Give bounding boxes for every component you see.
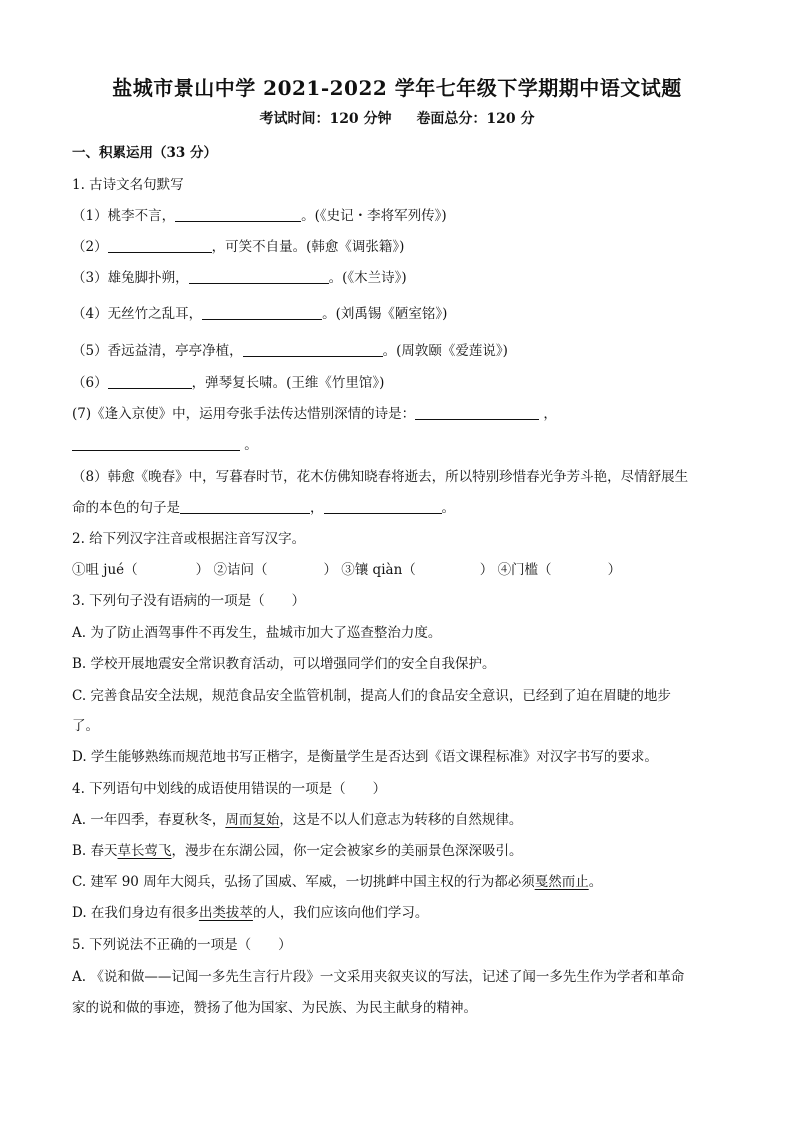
answer-blank[interactable]: [108, 374, 192, 389]
q1-item-5: （5）香远益清，亭亭净植， 。(周敦颐《爱莲说》): [72, 343, 508, 359]
q3-option-c: C. 完善食品安全法规，规范食品安全监管机制，提高人们的食品安全意识，已经到了迫在眉睫的地步: [72, 688, 671, 704]
q3-stem: 3. 下列句子没有语病的一项是（ ）: [72, 593, 306, 609]
q4-option-c: C. 建军 90 周年大阅兵，弘扬了国威、军威，一切挑衅中国主权的行为都必须戛然而止。: [72, 874, 603, 890]
q3-option-c-cont: 了。: [72, 718, 99, 734]
q3-option-a: A. 为了防止酒驾事件不再发生，盐城市加大了巡查整治力度。: [72, 625, 442, 641]
q5-option-a: A. 《说和做——记闻一多先生言行片段》一文采用夹叙夹议的写法，记述了闻一多先生作为学者和革命: [72, 969, 685, 985]
q3-option-b: B. 学校开展地震安全常识教育活动，可以增强同学们的安全自我保护。: [72, 656, 496, 672]
q1-item-7: (7)《逢入京使》中，运用夸张手法传达惜别深情的诗是： ，: [72, 406, 557, 422]
q1-item-6: （6） ，弹琴复长啸。(王维《竹里馆》): [72, 375, 385, 391]
q1-item-3: （3）雄兔脚扑朔， 。(《木兰诗》): [72, 270, 407, 286]
exam-info: [0, 108, 794, 128]
q4-option-a: A. 一年四季，春夏秋冬，周而复始，这是不以人们意志为转移的自然规律。: [72, 812, 523, 828]
q1-item-8-cont: 命的本色的句子是 ， 。: [72, 500, 455, 516]
q1-item-7-cont: 。: [72, 433, 722, 453]
exam-time: 考试时间：120 分钟: [259, 111, 392, 127]
q5-option-a-cont: 家的说和做的事迹，赞扬了他为国家、为民族、为民主献身的精神。: [72, 1000, 477, 1016]
underlined-idiom: 出类拔萃: [198, 905, 253, 921]
answer-blank[interactable]: [324, 499, 442, 514]
q1-item-1: （1）桃李不言， 。(《史记・李将军列传》): [72, 208, 447, 224]
q1-item-2: （2） ，可笑不自量。(韩愈《调张籍》): [72, 239, 405, 255]
answer-blank[interactable]: [415, 405, 539, 420]
answer-blank[interactable]: [243, 342, 383, 357]
q1-item-4: （4）无丝竹之乱耳， 。(刘禹锡《陋室铭》): [72, 306, 448, 322]
page-title: 盐城市景山中学 2021-2022 学年七年级下学期期中语文试题: [112, 76, 682, 100]
answer-blank[interactable]: [180, 499, 310, 514]
q5-stem: 5. 下列说法不正确的一项是（ ）: [72, 937, 292, 953]
answer-blank[interactable]: [108, 238, 212, 253]
underlined-idiom: 戛然而止: [534, 874, 589, 890]
q1-stem: 1. 古诗文名句默写: [72, 177, 184, 193]
underlined-idiom: 草长莺飞: [117, 843, 172, 859]
exam-score: 卷面总分：120 分: [416, 111, 535, 127]
underlined-idiom: 周而复始: [225, 812, 280, 828]
answer-blank[interactable]: [175, 207, 301, 222]
q4-option-d: D. 在我们身边有很多出类拔萃的人，我们应该向他们学习。: [72, 905, 429, 921]
q2-items: ①咀 jué（ ） ②诘问（ ） ③镶 qiàn（ ） ④门槛（ ）: [72, 562, 622, 578]
q4-option-b: B. 春天草长莺飞，漫步在东湖公园，你一定会被家乡的美丽景色深深吸引。: [72, 843, 523, 859]
section-heading: 一、积累运用（33 分）: [72, 145, 217, 161]
q1-item-8: （8）韩愈《晚春》中，写暮春时节，花木仿佛知晓春将逝去，所以特别珍惜春光争芳斗艳，尽情舒展生: [72, 469, 689, 485]
answer-blank[interactable]: [189, 269, 329, 284]
q3-option-d: D. 学生能够熟练而规范地书写正楷字，是衡量学生是否达到《语文课程标准》对汉字书写的要求。: [72, 749, 658, 765]
answer-blank[interactable]: [72, 436, 240, 451]
answer-blank[interactable]: [202, 305, 322, 320]
q2-stem: 2. 给下列汉字注音或根据注音写汉字。: [72, 531, 306, 547]
q4-stem: 4. 下列语句中划线的成语使用错误的一项是（ ）: [72, 781, 387, 797]
